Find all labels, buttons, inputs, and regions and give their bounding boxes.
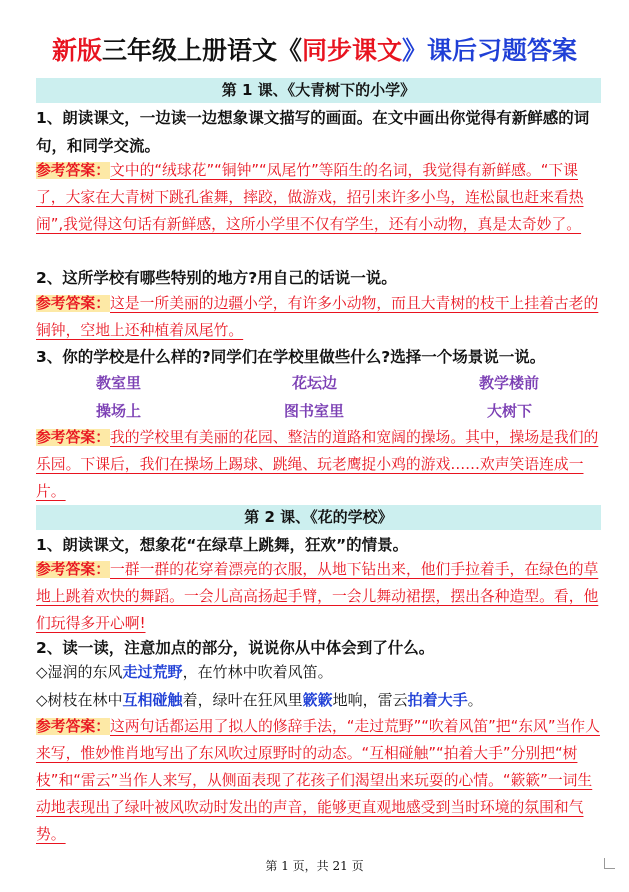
option-teaching-building: 教学楼前 <box>479 374 540 392</box>
lesson1-question-1: 1、朗读课文，一边读一边想象课文描写的画面。在文中画出你觉得有新鲜感的词句，和同学交流。 <box>36 109 590 155</box>
lesson1-answer-1 <box>36 157 604 238</box>
sentence-text: ，在竹林中吹着风笛。 <box>182 663 333 681</box>
option-library: 图书室里 <box>284 402 345 420</box>
lesson2-answer-1 <box>36 556 604 637</box>
sentence-text: ◇树枝在林中 <box>36 691 123 709</box>
lesson2-question-1: 1、朗读课文，想象花“在绿草上跳舞，狂欢”的情景。 <box>36 536 409 554</box>
corner-mark <box>604 858 615 869</box>
lesson1-answer-3 <box>36 424 604 505</box>
title-part-new: 新版 <box>51 36 102 65</box>
answer-text: 这两句话都运用了拟人的修辞手法，“走过荒野”“吹着风笛”把“东风”当作人来写，惟妙惟肖地写出了东风吹过原野时的动态。“互相碰触”“拍着大手”分别把“树枝”和“雷云”当作人来写，从侧面表现了花孩子们渴望出来玩耍的心情。“簌簌”一词生动地表现出了绿叶被风吹动时发出的声音，能够更直观地感受到当时环境的氛围和气势。 <box>36 718 600 843</box>
lesson1-question-3: 3、你的学校是什么样的?同学们在学校里做些什么?选择一个场景说一说。 <box>36 348 546 366</box>
emphasized-phrase: 拍着大手 <box>407 691 468 709</box>
answer-label: 参考答案： <box>36 429 110 446</box>
lesson1-header: 第 1 课、《大青树下的小学》 <box>36 78 601 103</box>
scene-options <box>36 372 604 426</box>
title-part-grade: 三年级上册语文《 <box>101 36 302 65</box>
answer-label: 参考答案： <box>36 718 110 735</box>
lesson1-question-2: 2、这所学校有哪些特别的地方?用自己的话说一说。 <box>36 269 397 287</box>
option-flowerbed: 花坛边 <box>292 374 338 392</box>
sentence-text: 。 <box>467 691 483 709</box>
lesson2-question-2: 2、读一读，注意加点的部分，说说你从中体会到了什么。 <box>36 639 435 657</box>
answer-label: 参考答案： <box>36 295 110 312</box>
title-part-answers: 》课后习题答案 <box>402 36 578 65</box>
option-playground: 操场上 <box>96 402 142 420</box>
lesson2-header: 第 2 课、《花的学校》 <box>36 505 601 530</box>
lesson2-answer-2 <box>36 713 604 848</box>
lesson1-answer-2 <box>36 290 604 344</box>
page-footer: 第 1 页，共 21 页 <box>265 859 364 873</box>
emphasized-phrase: 互相碰触 <box>122 691 183 709</box>
example-sentence-2 <box>36 687 606 713</box>
answer-text: 我的学校里有美丽的花园、整洁的道路和宽阔的操场。其中，操场是我们的乐园。下课后，我们在操场上踢球、跳绳、玩老鹰捉小鸡的游戏……欢声笑语连成一片。 <box>36 429 599 500</box>
option-classroom: 教室里 <box>96 374 142 392</box>
answer-label: 参考答案： <box>36 162 110 179</box>
answer-text: 文中的“绒球花”“铜钟”“凤尾竹”等陌生的名词，我觉得有新鲜感。“下课了，大家在大青树下跳孔雀舞，摔跤，做游戏，招引来许多小鸟，连松鼠也赶来看热闹”,我觉得这句话有新鲜感，这所小学里不仅有学生，还有小动物，真是太奇妙了。 <box>36 162 584 233</box>
page-title <box>0 34 629 68</box>
answer-label: 参考答案： <box>36 561 110 578</box>
sentence-text: 着，绿叶在狂风里 <box>182 691 303 709</box>
option-big-tree: 大树下 <box>487 402 533 420</box>
title-part-sync: 同步课文 <box>302 36 403 65</box>
answer-text: 一群一群的花穿着漂亮的衣服，从地下钻出来，他们手拉着手，在绿色的草地上跳着欢快的舞蹈。一会儿高高扬起手臂，一会儿舞动裙摆，摆出各种造型。看，他们玩得多开心啊! <box>36 561 599 632</box>
sentence-text: ◇湿润的东风 <box>36 663 123 681</box>
emphasized-phrase: 簌簌 <box>302 691 333 709</box>
answer-text: 这是一所美丽的边疆小学，有许多小动物，而且大青树的枝干上挂着古老的铜钟，空地上还种植着凤尾竹。 <box>36 295 599 339</box>
emphasized-phrase: 走过荒野 <box>122 663 183 681</box>
example-sentence-1 <box>36 659 606 685</box>
sentence-text: 地响，雷云 <box>332 691 408 709</box>
